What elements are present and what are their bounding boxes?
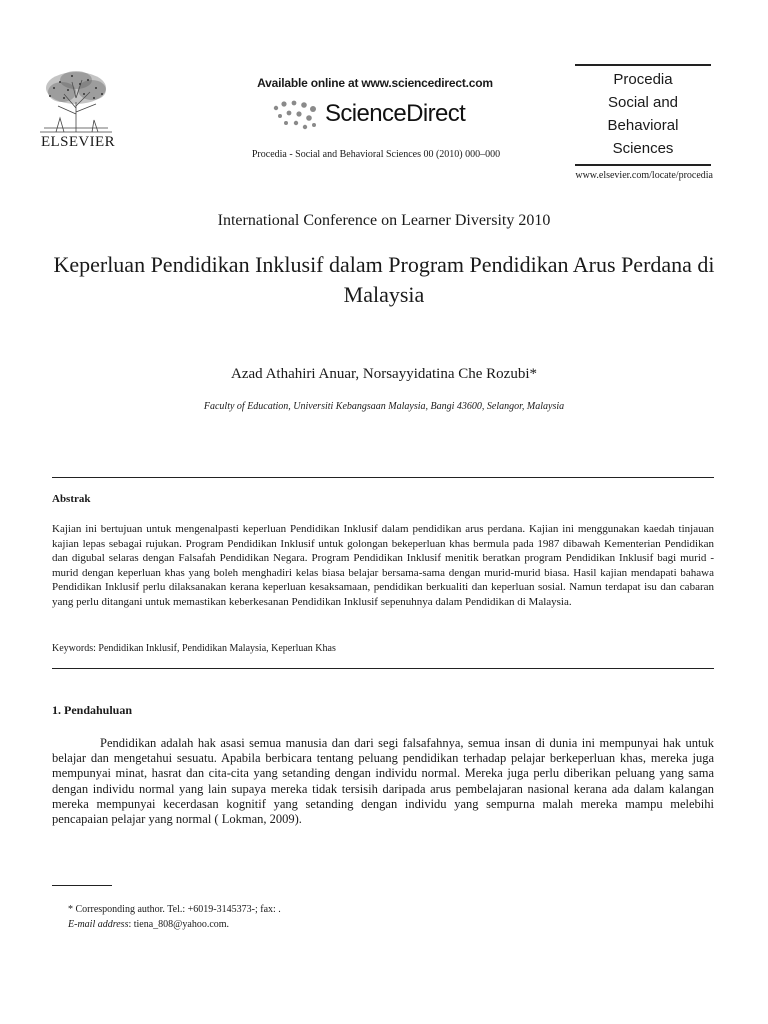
publisher-name: ELSEVIER <box>40 134 116 150</box>
abstract-body: Kajian ini bertujuan untuk mengenalpasti keperluan Pendidikan Inklusif dalam pendidikan arus perdana. Kajian ini menggunakan kaedah tinjauan kajian lepas sebagai rujukan. Program Pendidikan Inklusif untuk golongan bekeperluan khas bermula pada 1987 dibawah Kementerian Pendidikan dan digubal selaras dengan Falsafah Pendidikan Negara. Program Pendidikan Inklusif menitik beratkan program Pendidikan Inklusif bagi murid - murid dengan keperluan khas yang boleh menghadiri kelas biasa belajar bersama-sama dengan murid-murid biasa. Hasil kajian mendapati bahawa Pendidikan Inklusif perlu dilaksanakan kerana keperluan kesaksamaan, pendidikan berkualiti dan keperluan sosial. Namun terdapat isu dan cabaran yang perlu ditangani untuk memastikan keberkesanan Pendidikan Inklusif sepenuhnya dalam Pendidikan di Malaysia. <box>52 523 714 608</box>
journal-website: www.elsevier.com/locate/procedia <box>575 170 713 181</box>
paper-authors: Azad Athahiri Anuar, Norsayyidatina Che Rozubi* <box>231 366 537 382</box>
elsevier-tree-icon <box>36 68 116 134</box>
journal-box-line: Sciences <box>612 140 674 157</box>
email-label: E-mail address <box>68 919 129 930</box>
divider <box>52 668 714 669</box>
sciencedirect-dots-icon <box>270 100 320 130</box>
footnote-divider <box>52 885 112 886</box>
journal-box-line: Procedia <box>613 71 673 88</box>
sciencedirect-logo <box>270 98 490 132</box>
journal-box-line: Behavioral <box>607 117 679 134</box>
sciencedirect-name: ScienceDirect <box>325 100 466 127</box>
procedia-journal-box <box>575 64 711 166</box>
section-heading: 1. Pendahuluan <box>52 703 133 717</box>
email-note <box>68 919 229 930</box>
abstract-heading: Abstrak <box>52 493 91 505</box>
elsevier-logo <box>22 68 134 158</box>
paper-title: Keperluan Pendidikan Inklusif dalam Program Pendidikan Arus Perdana di Malaysia <box>53 252 715 307</box>
author-affiliation: Faculty of Education, Universiti Kebangsaan Malaysia, Bangi 43600, Selangor, Malaysia <box>203 401 565 412</box>
keywords: Keywords: Pendidikan Inklusif, Pendidikan Malaysia, Keperluan Khas <box>52 643 336 654</box>
email-value: : tiena_808@yahoo.com. <box>128 919 230 930</box>
introduction-body: Pendidikan adalah hak asasi semua manusia dan dari segi falsafahnya, semua insan di dunia ini mempunyai hak untuk belajar dan mengetahui sesuatu. Apabila berbicara tentang peluang pendidikan terhadap pelajar berkeperluan khas, mereka juga mempunyai minat, hasrat dan cita-cita yang setanding dengan individu normal. Mereka juga perlu diberikan peluang yang sama dengan individu normal yang lain supaya mereka tidak tersisih daripada arus pembelajaran nasional kerana ada dalam kalangan mereka mempunyai kecerdasan kognitif yang setanding dengan individu yang sempurna malah mereka mampu melebihi pencapaian pelajar yang normal ( Lokman, 2009). <box>52 736 714 827</box>
journal-box-line: Social and <box>607 94 679 111</box>
corresponding-author-note: * Corresponding author. Tel.: +6019-3145373-; fax: . <box>68 904 281 915</box>
conference-name: International Conference on Learner Diversity 2010 <box>217 212 551 229</box>
available-online-text: Available online at www.sciencedirect.com <box>257 76 493 90</box>
divider <box>52 477 714 478</box>
journal-citation-line: Procedia - Social and Behavioral Sciences 00 (2010) 000–000 <box>251 149 501 160</box>
